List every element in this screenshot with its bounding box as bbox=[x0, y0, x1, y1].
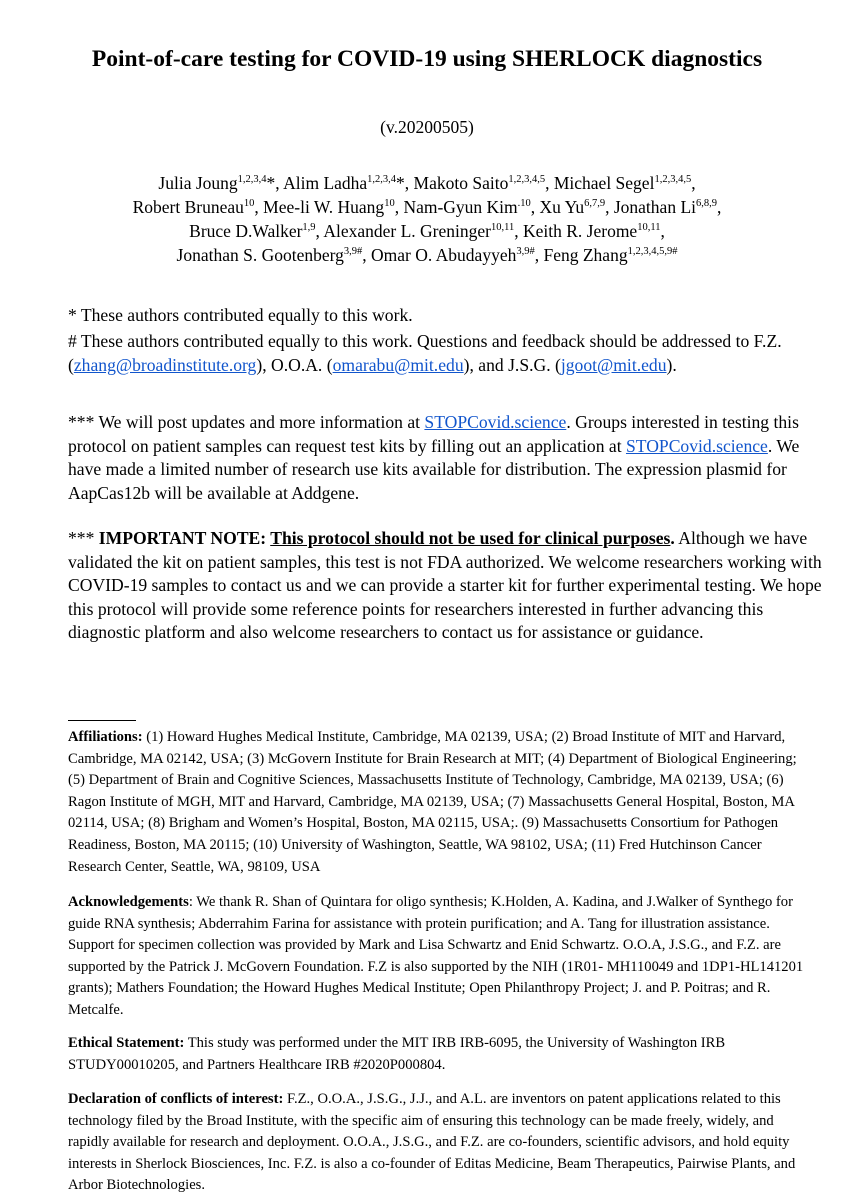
author-separator: , bbox=[691, 173, 696, 193]
footnote-divider bbox=[68, 720, 136, 721]
email-link-zhang[interactable]: zhang@broadinstitute.org bbox=[73, 354, 257, 375]
author-separator: , bbox=[514, 221, 523, 241]
version-label: (v.20200505) bbox=[380, 117, 474, 137]
author bbox=[177, 245, 372, 265]
stopcovid-link[interactable]: STOPCovid.science bbox=[625, 435, 768, 456]
author-name: Michael Segel bbox=[553, 173, 655, 193]
affiliations-label: Affiliations: bbox=[68, 729, 143, 745]
author-affiliation-marks: 1,2,3,4 bbox=[367, 174, 397, 185]
email-link-jgoot[interactable]: jgoot@mit.edu bbox=[560, 354, 667, 375]
author bbox=[133, 197, 264, 217]
author-name: Alexander L. Greninger bbox=[323, 221, 491, 241]
author-affiliation-marks: 3,9# bbox=[516, 246, 535, 257]
author-name: Keith R. Jerome bbox=[522, 221, 638, 241]
author bbox=[371, 245, 543, 265]
note-label: IMPORTANT NOTE: bbox=[98, 528, 271, 548]
author-affiliation-marks: 3,9# bbox=[343, 246, 363, 257]
contact-text: ). bbox=[666, 354, 677, 375]
author-name: Xu Yu bbox=[539, 197, 585, 217]
stopcovid-link[interactable]: STOPCovid.science bbox=[424, 412, 567, 432]
author bbox=[263, 197, 403, 217]
email-link-omarabu[interactable]: omarabu@mit.edu bbox=[332, 354, 464, 375]
author bbox=[543, 245, 677, 265]
author-separator: , bbox=[605, 197, 614, 217]
conflicts-label: Declaration of conflicts of interest: bbox=[68, 1091, 284, 1107]
author bbox=[323, 221, 523, 241]
author-separator: , bbox=[394, 197, 404, 217]
updates-paragraph bbox=[68, 411, 828, 505]
author-separator: , bbox=[660, 221, 665, 241]
author bbox=[403, 197, 539, 217]
author-name: Bruce D.Walker bbox=[189, 221, 303, 241]
paper-title: Point-of-care testing for COVID-19 using SHERLOCK diagnostics bbox=[91, 46, 763, 72]
affiliations-text: (1) Howard Hughes Medical Institute, Cambridge, MA 02139, USA; (2) Broad Institute of MIT and Harvard, Cambridge, MA 02142, USA; (3) McGovern Institute for Brain Research at MIT; (4) Department of Biological Engineering; (5) Department of Brain and Cognitive Sciences, Massachusetts Institute of Technology, Cambridge, MA 02139, USA; (6) Ragon Institute of MGH, MIT and Harvard, Cambridge, MA 02139, USA; (7) Massachusetts General Hospital, Boston, MA 02114, USA; (8) Brigham and Women’s Hospital, Boston, MA 02115, USA;. (9) Massachusetts Consortium for Pathogen Readiness, Boston, MA 20115; (10) University of Washington, Seattle, WA 98102, USA; (11) Fred Hutchinson Cancer Research Center, Seattle, WA, 98109, USA bbox=[68, 729, 797, 875]
author-affiliation-marks: 10 bbox=[384, 198, 395, 209]
author-affiliation-marks: 6,8,9 bbox=[696, 198, 717, 209]
contact-text: ), O.O.A. ( bbox=[256, 354, 333, 375]
author bbox=[283, 173, 413, 193]
equal-contribution-note: * These authors contributed equally to this work. bbox=[68, 305, 413, 325]
author-line bbox=[60, 171, 794, 195]
author-affiliation-marks: .10 bbox=[517, 198, 531, 209]
note-dot: . bbox=[670, 528, 675, 548]
author-affiliation-marks: 1,2,3,4 bbox=[237, 174, 267, 185]
author-name: Robert Bruneau bbox=[132, 197, 244, 217]
acknowledgements-text: : We thank R. Shan of Quintara for oligo synthesis; K.Holden, A. Kadina, and J.Walker of Synthego for guide RNA synthesis; Abderrahim Farina for assistance with protein purification; and A. Tang for illustration assistance. Support for specimen collection was provided by Mark and Lisa Schwartz and Enid Schwartz. O.O.A, J.S.G., and F.Z. are supported by the Patrick J. McGovern Foundation. F.Z is also supported by the NIH (1R01- MH110049 and 1DP1-HL141201 grants); Mathers Foundation; the Howard Hughes Medical Institute; Open Philanthropy Project; J. and P. Poitras; and R. Metcalfe. bbox=[68, 894, 804, 1018]
important-note-paragraph bbox=[68, 527, 828, 645]
updates-text: . We have made a limited number of research use kits available for distribution. The expression plasmid for AapCas12b will be available at Addgene. bbox=[68, 435, 800, 503]
contact-text: # These authors contributed equally to this work. Questions and feedback should be addressed to F.Z. ( bbox=[68, 331, 782, 375]
note-prefix: *** bbox=[68, 528, 99, 548]
author-list bbox=[60, 171, 794, 267]
author-name: Feng Zhang bbox=[543, 245, 628, 265]
author bbox=[540, 197, 614, 217]
updates-text: . Groups interested in testing this protocol on patient samples can request test kits by filling out an application at bbox=[68, 412, 799, 456]
author-separator: , bbox=[315, 221, 324, 241]
author-affiliation-marks: 1,2,3,4,5,9# bbox=[627, 246, 678, 257]
author bbox=[189, 221, 323, 241]
author-line bbox=[60, 243, 794, 267]
affiliations bbox=[68, 727, 806, 878]
clinical-warning: This protocol should not be used for clinical purposes bbox=[270, 528, 671, 548]
author-separator: , bbox=[362, 245, 372, 265]
author-name: Makoto Saito bbox=[413, 173, 509, 193]
author-separator: *, bbox=[396, 173, 414, 193]
author bbox=[414, 173, 554, 193]
author-name: Jonathan S. Gootenberg bbox=[176, 245, 344, 265]
acknowledgements bbox=[68, 892, 806, 1022]
author-separator: , bbox=[254, 197, 264, 217]
ethics-label: Ethical Statement: bbox=[68, 1035, 185, 1051]
author-affiliation-marks: 10 bbox=[243, 198, 255, 209]
contact-paragraph bbox=[68, 330, 828, 377]
author-separator: , bbox=[545, 173, 554, 193]
author-line bbox=[60, 219, 794, 243]
acknowledgements-label: Acknowledgements bbox=[68, 894, 189, 910]
author-name: Omar O. Abudayyeh bbox=[371, 245, 517, 265]
author-name: Nam-Gyun Kim bbox=[403, 197, 518, 217]
author bbox=[614, 197, 722, 217]
author-name: Jonathan Li bbox=[613, 197, 696, 217]
author-affiliation-marks: 1,2,3,4,5 bbox=[508, 174, 546, 185]
author-separator: , bbox=[534, 245, 544, 265]
author-affiliation-marks: 1,2,3,4,5 bbox=[654, 174, 692, 185]
author-line bbox=[60, 195, 794, 219]
author-affiliation-marks: 10,11 bbox=[490, 222, 515, 233]
conflicts-text: F.Z., O.O.A., J.S.G., J.J., and A.L. are inventors on patent applications related to this technology filed by the Broad Institute, with the specific aim of ensuring this technology can be made freely, widely, and rapidly available for research and deployment. O.O.A., J.S.G., and F.Z. are co-founders, scientific advisors, and hold equity interests in Sherlock Biosciences, Inc. F.Z. is also a co-founder of Editas Medicine, Beam Therapeutics, Pairwise Plants, and Arbor Biotechnologies. bbox=[68, 1091, 796, 1194]
author-separator: , bbox=[717, 197, 722, 217]
author-name: Mee-li W. Huang bbox=[263, 197, 385, 217]
author-name: Alim Ladha bbox=[283, 173, 368, 193]
author-affiliation-marks: 10,11 bbox=[637, 222, 661, 233]
author-name: Julia Joung bbox=[158, 173, 238, 193]
author bbox=[158, 173, 283, 193]
contact-text: ), and J.S.G. ( bbox=[463, 354, 561, 375]
ethical-statement bbox=[68, 1033, 806, 1076]
ethics-text: This study was performed under the MIT IRB IRB-6095, the University of Washington IRB STUDY00010205, and Partners Healthcare IRB #2020P000804. bbox=[68, 1035, 726, 1073]
author-separator: *, bbox=[266, 173, 284, 193]
author-separator: , bbox=[530, 197, 540, 217]
author-affiliation-marks: 6,7,9 bbox=[584, 198, 606, 209]
author-affiliation-marks: 1,9 bbox=[302, 222, 316, 233]
updates-text: *** We will post updates and more information at bbox=[68, 412, 425, 432]
author bbox=[523, 221, 665, 241]
conflicts-of-interest bbox=[68, 1089, 806, 1197]
author bbox=[554, 173, 696, 193]
note-body: Although we have validated the kit on patient samples, this test is not FDA authorized. We welcome researchers working with COVID-19 samples to contact us and we can provide a starter kit for further experimental testing. We hope this protocol will provide some reference points for researchers interested in further advancing this diagnostic platform and also welcome researchers to contact us for assistance or guidance. bbox=[68, 528, 822, 642]
